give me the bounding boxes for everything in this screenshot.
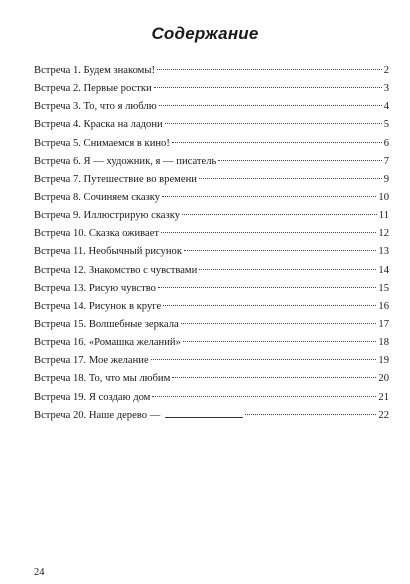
toc-entry (34, 98, 389, 116)
toc-entry-title (34, 352, 149, 370)
dot-leader (183, 341, 377, 342)
toc-entry-page: 12 (378, 228, 389, 240)
toc-entry-title-text: Встреча 9. Иллюстрирую сказку (34, 210, 180, 222)
table-of-contents (34, 62, 389, 425)
toc-entry-title (34, 207, 180, 225)
toc-entry (34, 262, 389, 280)
dot-leader (182, 214, 377, 215)
page-number: 24 (34, 567, 45, 578)
toc-entry-title (34, 316, 179, 334)
page-title: Содержание (151, 24, 259, 43)
toc-entry-title (34, 243, 182, 261)
toc-entry-page: 7 (383, 155, 389, 167)
dot-leader (199, 269, 376, 270)
toc-entry-title (34, 98, 157, 116)
toc-entry-title-text: Встреча 5. Снимаемся в кино! (34, 137, 170, 149)
toc-entry (34, 389, 389, 407)
dot-leader (172, 377, 376, 378)
toc-entry-title-text: Встреча 6. Я — художник, я — писатель (34, 155, 217, 167)
toc-entry-title-text: Встреча 8. Сочиняем сказку (34, 191, 161, 203)
toc-entry (34, 407, 389, 425)
toc-entry (34, 370, 389, 388)
toc-entry (34, 334, 389, 352)
toc-entry-page: 13 (378, 246, 389, 258)
toc-entry-title-text: Встреча 10. Сказка оживает (34, 228, 160, 240)
toc-entry (34, 189, 389, 207)
toc-entry-title-text: Встреча 20. Наше дерево — (34, 409, 161, 421)
toc-entry-title-text: Встреча 18. То, что мы любим (34, 373, 171, 385)
toc-entry (34, 116, 389, 134)
toc-entry-title (34, 334, 181, 352)
toc-entry (34, 280, 389, 298)
toc-entry-title-text: Встреча 2. Первые ростки (34, 83, 152, 95)
toc-entry-title (34, 225, 159, 243)
dot-leader (162, 196, 376, 197)
toc-entry-title (34, 298, 161, 316)
toc-entry-page: 15 (378, 282, 389, 294)
dot-leader (199, 178, 382, 179)
toc-entry (34, 316, 389, 334)
dot-leader (157, 69, 382, 70)
toc-entry (34, 62, 389, 80)
toc-entry (34, 171, 389, 189)
dot-leader (159, 105, 382, 106)
dot-leader (172, 142, 382, 143)
toc-entry-page: 5 (383, 119, 389, 131)
toc-entry-title-text: Встреча 16. «Ромашка желаний» (34, 337, 181, 349)
toc-entry (34, 80, 389, 98)
toc-entry-title-text: Встреча 3. То, что я люблю (34, 101, 157, 113)
dot-leader (165, 123, 382, 124)
dot-leader (163, 305, 376, 306)
toc-entry-title-text: Встреча 15. Волшебные зеркала (34, 318, 179, 330)
toc-entry-page: 21 (378, 391, 389, 403)
toc-entry-title (34, 280, 156, 298)
dot-leader (158, 287, 376, 288)
toc-entry-title-text: Встреча 19. Я создаю дом (34, 391, 151, 403)
toc-entry-title-text: Встреча 17. Мое желание (34, 355, 149, 367)
toc-entry (34, 298, 389, 316)
dot-leader (151, 359, 377, 360)
toc-entry (34, 153, 389, 171)
toc-entry-title-text: Встреча 4. Краска на ладони (34, 119, 163, 131)
toc-entry-page: 9 (383, 173, 389, 185)
toc-entry-title-text: Встреча 11. Необычный рисунок (34, 246, 182, 258)
toc-entry-page: 4 (383, 101, 389, 113)
toc-entry (34, 135, 389, 153)
toc-entry-title (34, 116, 163, 134)
dot-leader (152, 396, 376, 397)
toc-entry (34, 352, 389, 370)
toc-entry-title (34, 189, 160, 207)
toc-entry-title (34, 262, 197, 280)
dot-leader (154, 87, 382, 88)
dot-leader (245, 414, 376, 415)
toc-entry-title-text: Встреча 7. Путешествие во времени (34, 173, 197, 185)
toc-entry-page: 22 (378, 409, 389, 421)
toc-entry-page: 11 (378, 210, 389, 222)
dot-leader (184, 250, 376, 251)
toc-entry-title (34, 80, 152, 98)
toc-entry-title-text: Встреча 13. Рисую чувство (34, 282, 156, 294)
toc-entry-page: 10 (378, 191, 389, 203)
toc-entry-page: 20 (378, 373, 389, 385)
toc-entry-page: 16 (378, 300, 389, 312)
toc-entry-page: 3 (383, 83, 389, 95)
toc-entry (34, 243, 389, 261)
toc-entry-page: 17 (378, 318, 389, 330)
toc-entry-title-text: Встреча 1. Будем знакомы! (34, 65, 156, 76)
toc-entry-title-text: Встреча 14. Рисунок в круге (34, 300, 162, 312)
dot-leader (218, 160, 381, 161)
dot-leader (181, 323, 377, 324)
toc-entry-page: 14 (378, 264, 389, 276)
dot-leader (161, 232, 376, 233)
toc-entry-title (34, 153, 216, 171)
toc-entry-title (34, 135, 170, 153)
toc-entry-title-text: Встреча 12. Знакомство с чувствами (34, 264, 198, 276)
toc-entry-title (34, 407, 243, 425)
toc-entry-page: 18 (378, 337, 389, 349)
fill-in-blank-line (165, 409, 243, 418)
toc-entry (34, 207, 389, 225)
toc-entry-page: 19 (378, 355, 389, 367)
toc-entry (34, 225, 389, 243)
toc-entry-page: 6 (383, 137, 389, 149)
toc-entry-title (34, 171, 197, 189)
toc-entry-title (34, 62, 155, 80)
toc-entry-page: 2 (383, 65, 389, 76)
toc-entry-title (34, 389, 150, 407)
toc-entry-title (34, 370, 170, 388)
